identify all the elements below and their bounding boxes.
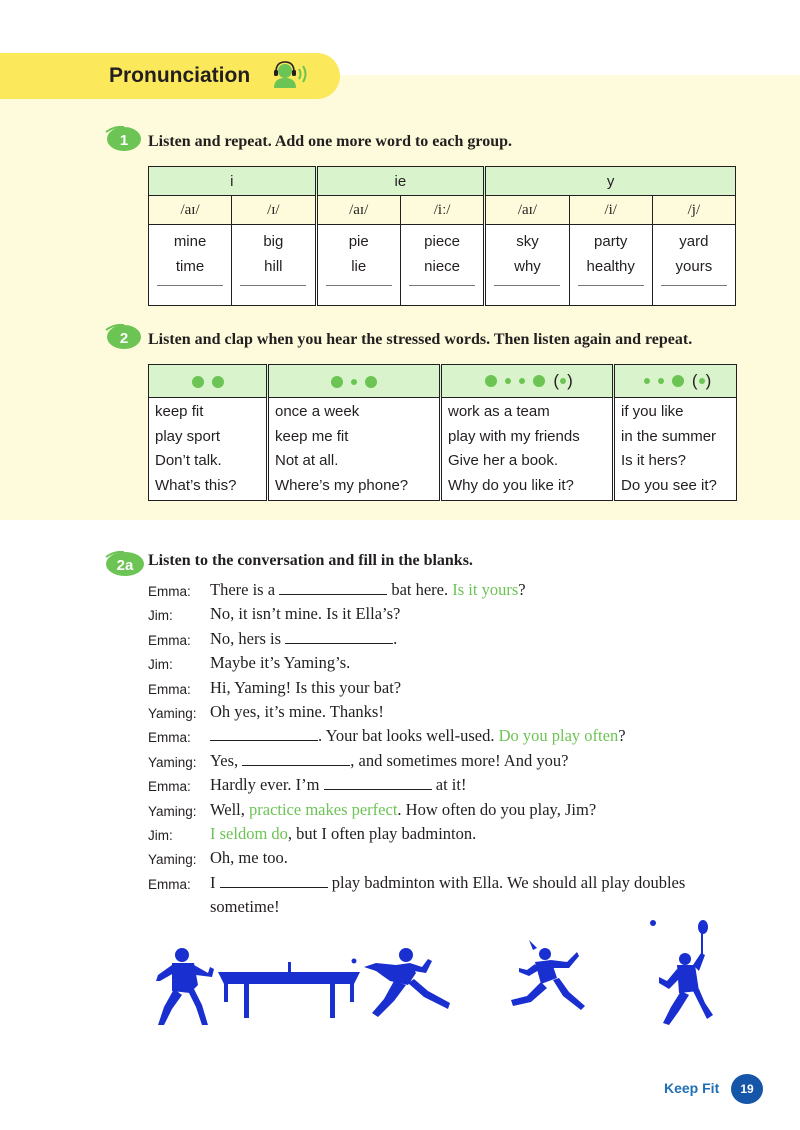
word: time <box>175 258 205 275</box>
group-header-y: y <box>485 167 736 196</box>
fill-blank[interactable] <box>220 873 328 888</box>
highlight-phrase: Is it yours <box>452 580 519 599</box>
unstressed-dot <box>644 378 650 384</box>
sound-cell: /iː/ <box>400 196 484 225</box>
unit-title: Keep Fit <box>664 1080 720 1096</box>
phrase-column <box>268 398 441 501</box>
paren-open: ( <box>691 371 698 390</box>
fill-blank[interactable] <box>242 751 350 766</box>
stress-pattern-table <box>148 364 737 501</box>
sound-cell: /aɪ/ <box>485 196 569 225</box>
dialog-line: Yaming: Well, practice makes perfect. How often do you play, Jim? <box>148 799 597 819</box>
phrase: Don’t talk. <box>155 452 222 469</box>
phrase: What’s this? <box>155 476 237 494</box>
exercise-2-number: 2 <box>119 330 129 347</box>
phonics-table <box>148 166 736 306</box>
phrase: play with my friends <box>448 427 580 445</box>
word: pie <box>348 233 369 250</box>
speaker: Emma: <box>148 876 191 892</box>
answer-blank[interactable] <box>240 285 306 286</box>
sound-cell: /aɪ/ <box>316 196 400 225</box>
stressed-dot <box>192 376 204 388</box>
sound-cell: /i/ <box>569 196 652 225</box>
answer-blank[interactable] <box>326 285 392 286</box>
answer-blank[interactable] <box>661 285 727 286</box>
unstressed-dot <box>505 378 511 384</box>
fill-blank[interactable] <box>324 775 432 790</box>
answer-blank[interactable] <box>157 285 223 286</box>
unstressed-dot <box>560 378 566 384</box>
word-cell <box>652 225 735 306</box>
ping-pong-table-icon <box>214 962 364 1020</box>
word: big <box>263 233 284 250</box>
speaker: Jim: <box>148 827 173 843</box>
word: mine <box>173 233 207 250</box>
answer-blank[interactable] <box>494 285 560 286</box>
exercise-2a-instruction: Listen to the conversation and fill in the blanks. <box>148 552 473 569</box>
speaker: Yaming: <box>148 705 197 721</box>
pattern-oooo <box>441 365 614 398</box>
phrase: Give her a book. <box>448 452 559 469</box>
phrase: once a week <box>275 403 360 420</box>
exercise-2-badge-icon <box>102 324 142 350</box>
answer-blank[interactable] <box>409 285 475 286</box>
pattern-ooo <box>268 365 441 398</box>
headset-icon <box>268 60 310 94</box>
stressed-dot <box>212 376 224 388</box>
word-cell <box>485 225 569 306</box>
dialog-line: Emma: There is a bat here. Is it yours? <box>148 580 526 599</box>
word: why <box>514 258 541 275</box>
badminton-player-jumping-icon <box>505 938 590 1023</box>
exercise-2-instruction: Listen and clap when you hear the stressed words. Then listen again and repeat. <box>148 331 693 348</box>
dialog-line: Jim: No, it isn’t mine. Is it Ella’s? <box>148 604 401 624</box>
phrase: Not at all. <box>275 452 339 469</box>
dialog-line: Emma: Hi, Yaming! Is this your bat? <box>148 677 402 697</box>
phrase: Do you see it? <box>621 476 717 494</box>
page-number-badge: 19 <box>731 1074 763 1104</box>
fill-blank[interactable] <box>279 580 387 595</box>
phrase: Where’s my phone? <box>275 476 409 494</box>
paren-close: ) <box>567 371 573 390</box>
badminton-player-smash-icon <box>645 915 720 1030</box>
phrase: keep fit <box>155 403 204 420</box>
word: party <box>594 233 628 250</box>
dialog-line: Emma: Hardly ever. I’m at it! <box>148 775 467 795</box>
word: sky <box>516 233 539 250</box>
word: hill <box>264 258 283 275</box>
word: yours <box>675 258 713 275</box>
unstressed-dot <box>351 379 357 385</box>
stressed-dot <box>533 375 545 387</box>
phrase-column <box>441 398 614 501</box>
highlight-phrase: I seldom do <box>210 823 288 843</box>
table-tennis-player-right-icon <box>350 945 460 1025</box>
speaker: Jim: <box>148 608 173 624</box>
group-header-i: i <box>149 167 317 196</box>
paren-open: ( <box>553 371 560 390</box>
stressed-dot <box>672 375 684 387</box>
sound-cell: /j/ <box>652 196 735 225</box>
word: yard <box>679 233 709 250</box>
word: lie <box>351 258 367 275</box>
phrase-column <box>149 398 268 501</box>
stressed-dot <box>331 376 343 388</box>
word-cell <box>149 225 232 306</box>
unstressed-dot <box>658 378 664 384</box>
speaker: Emma: <box>148 681 191 697</box>
fill-blank[interactable] <box>210 726 318 741</box>
word: piece <box>424 233 460 250</box>
speaker: Yaming: <box>148 803 197 819</box>
speaker: Yaming: <box>148 754 197 770</box>
word: healthy <box>586 258 635 275</box>
fill-blank[interactable] <box>285 629 393 644</box>
table-tennis-player-left-icon <box>150 945 220 1030</box>
phrase: Is it hers? <box>621 452 687 469</box>
speaker: Emma: <box>148 632 191 648</box>
sound-cell: /ɪ/ <box>232 196 316 225</box>
word-cell <box>400 225 484 306</box>
stressed-dot <box>365 376 377 388</box>
unstressed-dot <box>519 378 525 384</box>
dialog-line: Yaming: Oh yes, it’s mine. Thanks! <box>148 701 384 721</box>
exercise-1-badge-icon <box>102 126 142 152</box>
phrase: Why do you like it? <box>448 476 574 494</box>
stressed-dot <box>485 375 497 387</box>
phrase: play sport <box>155 427 221 445</box>
pattern-ooo-paren <box>614 365 737 398</box>
highlight-phrase: Do you play often <box>498 726 619 746</box>
answer-blank[interactable] <box>578 285 644 286</box>
dialog-line: Yaming: Yes, , and sometimes more! And you? <box>148 750 569 770</box>
paren-close: ) <box>705 371 712 390</box>
speaker: Yaming: <box>148 852 197 868</box>
phrase-column <box>614 398 737 501</box>
dialog-line: Jim: Maybe it’s Yaming’s. <box>148 653 351 673</box>
word: niece <box>424 258 460 275</box>
dialog-line: Yaming: Oh, me too. <box>148 848 288 868</box>
group-header-ie: ie <box>316 167 485 196</box>
phrase: work as a team <box>448 403 550 420</box>
page-title: Pronunciation <box>109 64 251 87</box>
speaker: Jim: <box>148 657 173 673</box>
word-cell <box>569 225 652 306</box>
dialog-line: sometime! <box>210 897 280 917</box>
sound-cell: /aɪ/ <box>149 196 232 225</box>
phrase: keep me fit <box>275 427 349 445</box>
speaker: Emma: <box>148 730 191 746</box>
word-cell <box>316 225 400 306</box>
speaker: Emma: <box>148 779 191 795</box>
exercise-1-instruction: Listen and repeat. Add one more word to each group. <box>148 133 513 150</box>
dialog-line: Emma: . Your bat looks well-used. Do you play often? <box>148 726 626 746</box>
phrase: if you like <box>621 403 684 420</box>
dialog-line: Emma: No, hers is . <box>148 628 398 648</box>
conversation <box>148 580 748 921</box>
exercise-2a-badge-icon <box>102 551 146 577</box>
unstressed-dot <box>699 378 705 384</box>
dialog-line: Emma: I play badminton with Ella. We should all play doubles <box>148 872 686 892</box>
exercise-2a-number: 2a <box>116 557 134 574</box>
phrase: in the summer <box>621 427 717 445</box>
pattern-oo <box>149 365 268 398</box>
speaker: Emma: <box>148 584 191 599</box>
word-cell <box>232 225 316 306</box>
dialog-line: Jim: I seldom do, but I often play badminton. <box>148 823 477 843</box>
exercise-1-number: 1 <box>119 132 129 149</box>
highlight-phrase: practice makes perfect <box>249 799 398 819</box>
